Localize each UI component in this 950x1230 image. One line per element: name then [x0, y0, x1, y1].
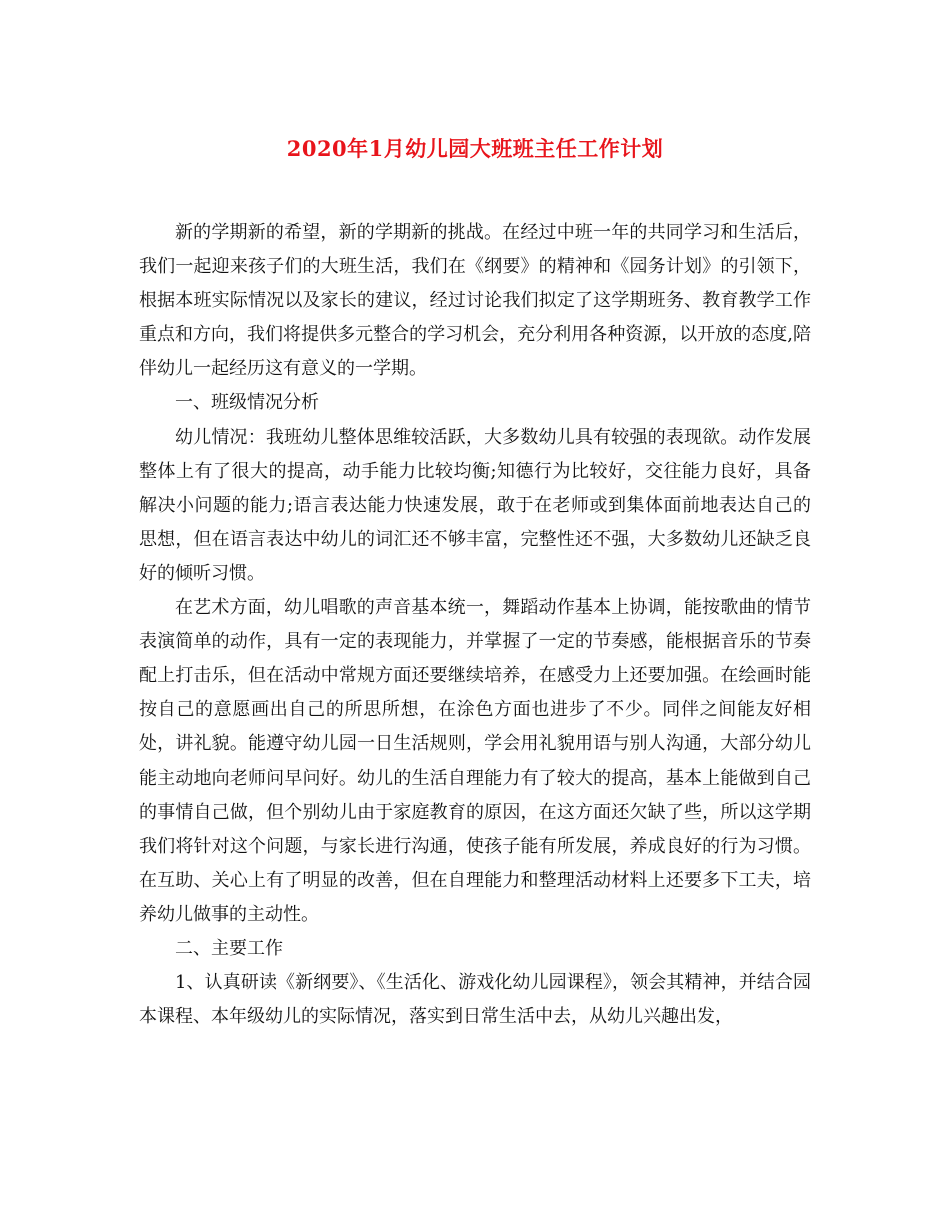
art-aspect-paragraph: 在艺术方面，幼儿唱歌的声音基本统一，舞蹈动作基本上协调，能按歌曲的情节表演简单的动作，具有一定的表现能力，并掌握了一定的节奏感，能根据音乐的节奏配上打击乐，但在活动中常规方面还要继续培养，在感受力上还要加强。在绘画时能按自己的意愿画出自己的所思所想，在涂色方面也进步了不少。同伴之间能友好相处，讲礼貌。能遵守幼儿园一日生活规则，学会用礼貌用语与别人沟通，大部分幼儿能主动地向老师问早问好。幼儿的生活自理能力有了较大的提高，基本上能做到自己的事情自己做，但个别幼儿由于家庭教育的原因，在这方面还欠缺了些，所以这学期我们将针对这个问题，与家长进行沟通，使孩子能有所发展，养成良好的行为习惯。在互助、关心上有了明显的改善，但在自理能力和整理活动材料上还要多下工夫，培养幼儿做事的主动性。 — [139, 597, 811, 925]
section-heading-class-analysis: 一、班级情况分析 — [175, 392, 319, 414]
main-work-item-1: 1、认真研读《新纲要》、《生活化、游戏化幼儿园课程》，领会其精神，并结合园本课程、本年级幼儿的实际情况，落实到日常生活中去，从幼儿兴趣出发， — [139, 972, 811, 1028]
document-body — [139, 216, 811, 1034]
section-heading-main-work: 二、主要工作 — [175, 937, 283, 959]
document-title: 2020年1月幼儿园大班班主任工作计划 — [286, 136, 664, 161]
intro-paragraph: 新的学期新的希望，新的学期新的挑战。在经过中班一年的共同学习和生活后，我们一起迎来孩子们的大班生活，我们在《纲要》的精神和《园务计划》的引领下，根据本班实际情况以及家长的建议，经过讨论我们拟定了这学期班务、教育教学工作重点和方向，我们将提供多元整合的学习机会，充分利用各种资源，以开放的态度,陪伴幼儿一起经历这有意义的一学期。 — [139, 222, 811, 380]
children-situation-paragraph: 幼儿情况：我班幼儿整体思维较活跃，大多数幼儿具有较强的表现欲。动作发展整体上有了很大的提高，动手能力比较均衡;知德行为比较好，交往能力良好，具备解决小问题的能力;语言表达能力快速发展，敢于在老师或到集体面前地表达自己的思想，但在语言表达中幼儿的词汇还不够丰富，完整性还不强，大多数幼儿还缺乏良好的倾听习惯。 — [139, 426, 811, 584]
